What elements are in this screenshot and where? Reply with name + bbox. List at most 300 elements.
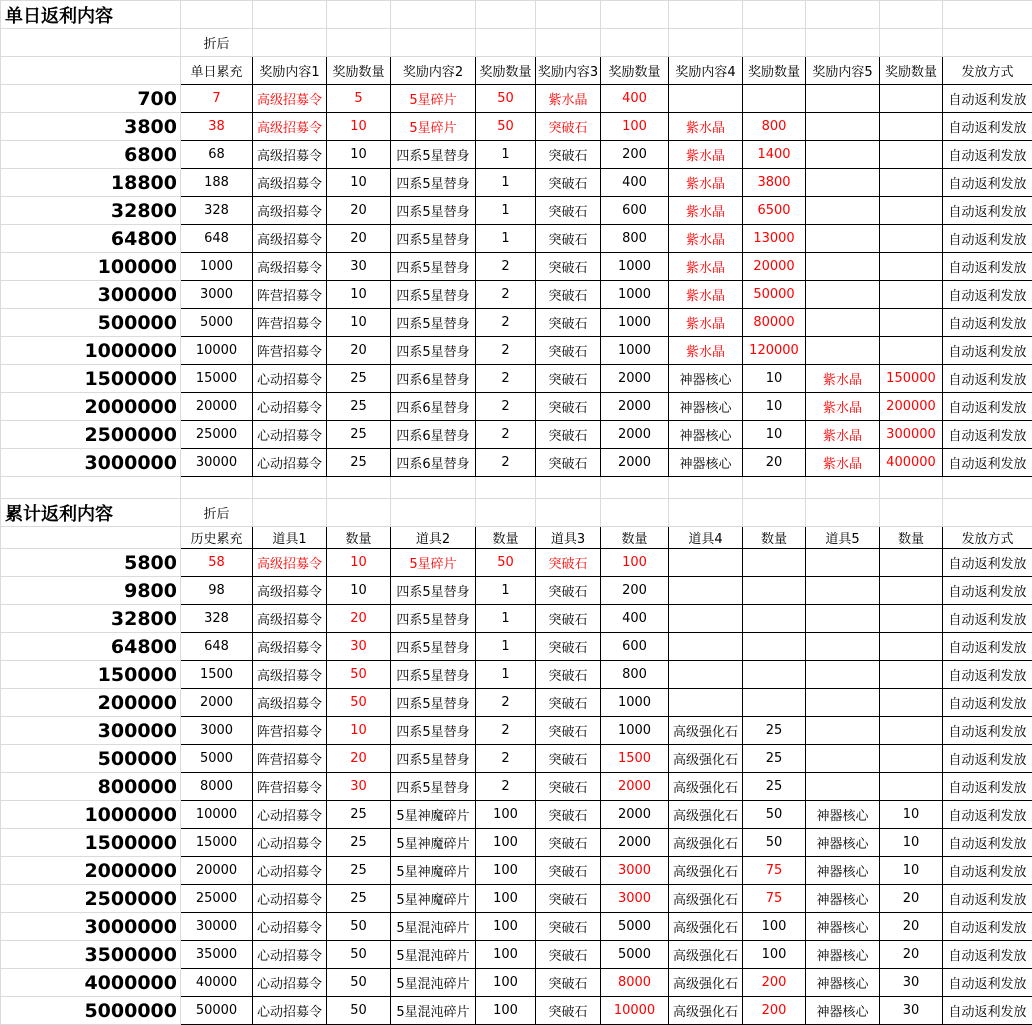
column-header[interactable]: 奖励内容1 bbox=[253, 57, 327, 85]
empty-cell[interactable] bbox=[536, 29, 601, 57]
data-cell[interactable]: 120000 bbox=[743, 337, 806, 365]
column-header[interactable]: 道具4 bbox=[669, 527, 743, 549]
data-cell[interactable]: 神器核心 bbox=[806, 857, 880, 885]
data-cell[interactable]: 2 bbox=[476, 281, 536, 309]
empty-cell[interactable] bbox=[806, 499, 880, 527]
data-cell[interactable]: 1500 bbox=[181, 661, 253, 689]
data-cell[interactable] bbox=[806, 337, 880, 365]
data-cell[interactable]: 自动返利发放 bbox=[943, 169, 1032, 197]
data-cell[interactable]: 高级招募令 bbox=[253, 253, 327, 281]
data-cell[interactable]: 50 bbox=[327, 969, 391, 997]
data-cell[interactable]: 2000 bbox=[601, 421, 669, 449]
data-cell[interactable]: 20 bbox=[880, 885, 943, 913]
data-cell[interactable]: 20000 bbox=[181, 857, 253, 885]
threshold-cell[interactable]: 3500000 bbox=[1, 941, 181, 969]
data-cell[interactable]: 神器核心 bbox=[806, 941, 880, 969]
data-cell[interactable]: 阵营招募令 bbox=[253, 773, 327, 801]
empty-cell[interactable] bbox=[536, 477, 601, 499]
data-cell[interactable]: 200000 bbox=[880, 393, 943, 421]
data-cell[interactable]: 25 bbox=[327, 421, 391, 449]
threshold-cell[interactable]: 64800 bbox=[1, 225, 181, 253]
data-cell[interactable] bbox=[806, 197, 880, 225]
data-cell[interactable]: 紫水晶 bbox=[669, 141, 743, 169]
empty-cell[interactable] bbox=[536, 1, 601, 29]
data-cell[interactable]: 神器核心 bbox=[806, 885, 880, 913]
data-cell[interactable]: 7 bbox=[181, 85, 253, 113]
data-cell[interactable]: 5星混沌碎片 bbox=[391, 913, 476, 941]
data-cell[interactable]: 20 bbox=[880, 941, 943, 969]
data-cell[interactable]: 自动返利发放 bbox=[943, 197, 1032, 225]
data-cell[interactable]: 20 bbox=[743, 449, 806, 477]
empty-cell[interactable] bbox=[601, 477, 669, 499]
data-cell[interactable]: 四系5星替身 bbox=[391, 773, 476, 801]
threshold-cell[interactable]: 9800 bbox=[1, 577, 181, 605]
data-cell[interactable] bbox=[880, 773, 943, 801]
empty-cell[interactable] bbox=[743, 499, 806, 527]
threshold-cell[interactable]: 32800 bbox=[1, 605, 181, 633]
threshold-cell[interactable]: 800000 bbox=[1, 773, 181, 801]
data-cell[interactable]: 2000 bbox=[601, 801, 669, 829]
threshold-cell[interactable]: 200000 bbox=[1, 689, 181, 717]
data-cell[interactable]: 自动返利发放 bbox=[943, 717, 1032, 745]
data-cell[interactable]: 50 bbox=[327, 941, 391, 969]
threshold-cell[interactable]: 5800 bbox=[1, 549, 181, 577]
data-cell[interactable]: 150000 bbox=[880, 365, 943, 393]
data-cell[interactable]: 10 bbox=[327, 309, 391, 337]
empty-cell[interactable] bbox=[476, 1, 536, 29]
data-cell[interactable]: 20000 bbox=[181, 393, 253, 421]
empty-cell[interactable] bbox=[743, 1, 806, 29]
threshold-cell[interactable]: 3000000 bbox=[1, 449, 181, 477]
data-cell[interactable] bbox=[806, 661, 880, 689]
empty-cell[interactable] bbox=[806, 477, 880, 499]
data-cell[interactable] bbox=[806, 141, 880, 169]
data-cell[interactable]: 紫水晶 bbox=[669, 253, 743, 281]
data-cell[interactable] bbox=[743, 85, 806, 113]
data-cell[interactable]: 75 bbox=[743, 857, 806, 885]
data-cell[interactable]: 1000 bbox=[601, 689, 669, 717]
data-cell[interactable] bbox=[806, 633, 880, 661]
data-cell[interactable]: 突破石 bbox=[536, 141, 601, 169]
data-cell[interactable]: 阵营招募令 bbox=[253, 337, 327, 365]
data-cell[interactable]: 25 bbox=[327, 885, 391, 913]
data-cell[interactable]: 100 bbox=[476, 801, 536, 829]
data-cell[interactable]: 25 bbox=[327, 829, 391, 857]
data-cell[interactable]: 5星神魔碎片 bbox=[391, 885, 476, 913]
data-cell[interactable]: 8000 bbox=[181, 773, 253, 801]
data-cell[interactable]: 紫水晶 bbox=[669, 169, 743, 197]
data-cell[interactable]: 突破石 bbox=[536, 745, 601, 773]
data-cell[interactable]: 1 bbox=[476, 661, 536, 689]
data-cell[interactable]: 四系5星替身 bbox=[391, 577, 476, 605]
empty-cell[interactable] bbox=[536, 499, 601, 527]
data-cell[interactable]: 10 bbox=[327, 169, 391, 197]
data-cell[interactable]: 高级强化石 bbox=[669, 969, 743, 997]
data-cell[interactable]: 10 bbox=[327, 113, 391, 141]
data-cell[interactable]: 800 bbox=[601, 661, 669, 689]
data-cell[interactable]: 高级招募令 bbox=[253, 113, 327, 141]
column-header[interactable]: 数量 bbox=[601, 527, 669, 549]
data-cell[interactable] bbox=[880, 337, 943, 365]
data-cell[interactable]: 高级招募令 bbox=[253, 85, 327, 113]
data-cell[interactable]: 40000 bbox=[181, 969, 253, 997]
data-cell[interactable]: 四系5星替身 bbox=[391, 225, 476, 253]
data-cell[interactable]: 1 bbox=[476, 633, 536, 661]
data-cell[interactable]: 10 bbox=[327, 717, 391, 745]
data-cell[interactable]: 25 bbox=[327, 449, 391, 477]
data-cell[interactable] bbox=[806, 253, 880, 281]
empty-cell[interactable] bbox=[943, 499, 1032, 527]
data-cell[interactable] bbox=[806, 549, 880, 577]
data-cell[interactable] bbox=[669, 85, 743, 113]
empty-cell[interactable] bbox=[327, 29, 391, 57]
data-cell[interactable]: 神器核心 bbox=[669, 421, 743, 449]
threshold-cell[interactable]: 5000000 bbox=[1, 997, 181, 1025]
data-cell[interactable]: 100 bbox=[476, 913, 536, 941]
data-cell[interactable]: 100 bbox=[476, 829, 536, 857]
data-cell[interactable]: 2000 bbox=[601, 365, 669, 393]
data-cell[interactable]: 高级强化石 bbox=[669, 941, 743, 969]
data-cell[interactable]: 高级强化石 bbox=[669, 773, 743, 801]
data-cell[interactable]: 1500 bbox=[601, 745, 669, 773]
data-cell[interactable] bbox=[669, 577, 743, 605]
data-cell[interactable]: 紫水晶 bbox=[669, 337, 743, 365]
empty-cell[interactable] bbox=[1, 477, 181, 499]
data-cell[interactable]: 400 bbox=[601, 169, 669, 197]
data-cell[interactable]: 四系5星替身 bbox=[391, 717, 476, 745]
column-header[interactable]: 奖励数量 bbox=[601, 57, 669, 85]
data-cell[interactable]: 3000 bbox=[181, 281, 253, 309]
data-cell[interactable] bbox=[806, 689, 880, 717]
data-cell[interactable]: 10 bbox=[743, 393, 806, 421]
data-cell[interactable]: 阵营招募令 bbox=[253, 281, 327, 309]
data-cell[interactable]: 突破石 bbox=[536, 857, 601, 885]
data-cell[interactable]: 328 bbox=[181, 605, 253, 633]
data-cell[interactable]: 200 bbox=[743, 997, 806, 1025]
column-header[interactable]: 道具5 bbox=[806, 527, 880, 549]
data-cell[interactable] bbox=[880, 281, 943, 309]
data-cell[interactable] bbox=[743, 633, 806, 661]
data-cell[interactable]: 高级招募令 bbox=[253, 549, 327, 577]
data-cell[interactable]: 5000 bbox=[181, 745, 253, 773]
data-cell[interactable]: 神器核心 bbox=[669, 365, 743, 393]
data-cell[interactable]: 3000 bbox=[181, 717, 253, 745]
empty-cell[interactable] bbox=[669, 477, 743, 499]
data-cell[interactable]: 50 bbox=[476, 85, 536, 113]
threshold-cell[interactable]: 3800 bbox=[1, 113, 181, 141]
data-cell[interactable]: 心动招募令 bbox=[253, 421, 327, 449]
empty-cell[interactable] bbox=[391, 499, 476, 527]
data-cell[interactable]: 2 bbox=[476, 689, 536, 717]
data-cell[interactable]: 神器核心 bbox=[806, 829, 880, 857]
data-cell[interactable]: 30 bbox=[880, 997, 943, 1025]
data-cell[interactable]: 高级强化石 bbox=[669, 997, 743, 1025]
data-cell[interactable]: 188 bbox=[181, 169, 253, 197]
threshold-cell[interactable]: 500000 bbox=[1, 745, 181, 773]
data-cell[interactable]: 2 bbox=[476, 773, 536, 801]
data-cell[interactable]: 自动返利发放 bbox=[943, 309, 1032, 337]
data-cell[interactable]: 自动返利发放 bbox=[943, 281, 1032, 309]
data-cell[interactable]: 1 bbox=[476, 605, 536, 633]
data-cell[interactable]: 50 bbox=[743, 801, 806, 829]
data-cell[interactable]: 100 bbox=[476, 885, 536, 913]
data-cell[interactable]: 800 bbox=[601, 225, 669, 253]
data-cell[interactable]: 50 bbox=[476, 549, 536, 577]
data-cell[interactable]: 50 bbox=[327, 913, 391, 941]
threshold-cell[interactable]: 2500000 bbox=[1, 421, 181, 449]
data-cell[interactable]: 80000 bbox=[743, 309, 806, 337]
data-cell[interactable]: 10 bbox=[327, 141, 391, 169]
empty-cell[interactable] bbox=[601, 1, 669, 29]
data-cell[interactable]: 600 bbox=[601, 197, 669, 225]
data-cell[interactable]: 1000 bbox=[601, 281, 669, 309]
threshold-cell[interactable]: 2000000 bbox=[1, 857, 181, 885]
data-cell[interactable]: 自动返利发放 bbox=[943, 885, 1032, 913]
data-cell[interactable]: 30 bbox=[327, 633, 391, 661]
data-cell[interactable] bbox=[806, 577, 880, 605]
column-header[interactable]: 数量 bbox=[476, 527, 536, 549]
data-cell[interactable]: 10 bbox=[880, 801, 943, 829]
data-cell[interactable]: 突破石 bbox=[536, 605, 601, 633]
data-cell[interactable] bbox=[806, 225, 880, 253]
data-cell[interactable]: 1000 bbox=[601, 309, 669, 337]
data-cell[interactable]: 20 bbox=[327, 225, 391, 253]
data-cell[interactable]: 突破石 bbox=[536, 225, 601, 253]
data-cell[interactable]: 四系5星替身 bbox=[391, 337, 476, 365]
empty-cell[interactable] bbox=[743, 477, 806, 499]
data-cell[interactable]: 30000 bbox=[181, 449, 253, 477]
data-cell[interactable]: 328 bbox=[181, 197, 253, 225]
empty-cell[interactable] bbox=[327, 499, 391, 527]
data-cell[interactable]: 50000 bbox=[181, 997, 253, 1025]
data-cell[interactable]: 自动返利发放 bbox=[943, 337, 1032, 365]
data-cell[interactable] bbox=[806, 773, 880, 801]
data-cell[interactable]: 突破石 bbox=[536, 113, 601, 141]
data-cell[interactable]: 高级招募令 bbox=[253, 633, 327, 661]
data-cell[interactable]: 四系5星替身 bbox=[391, 197, 476, 225]
data-cell[interactable]: 100 bbox=[601, 113, 669, 141]
empty-cell[interactable] bbox=[943, 477, 1032, 499]
data-cell[interactable]: 突破石 bbox=[536, 337, 601, 365]
data-cell[interactable]: 自动返利发放 bbox=[943, 773, 1032, 801]
data-cell[interactable]: 800 bbox=[743, 113, 806, 141]
empty-cell[interactable] bbox=[743, 29, 806, 57]
data-cell[interactable]: 紫水晶 bbox=[806, 421, 880, 449]
threshold-cell[interactable]: 1500000 bbox=[1, 829, 181, 857]
data-cell[interactable]: 2 bbox=[476, 337, 536, 365]
data-cell[interactable]: 25000 bbox=[181, 421, 253, 449]
column-header[interactable]: 奖励数量 bbox=[476, 57, 536, 85]
data-cell[interactable] bbox=[669, 661, 743, 689]
empty-cell[interactable] bbox=[181, 477, 253, 499]
column-header[interactable]: 数量 bbox=[327, 527, 391, 549]
data-cell[interactable]: 1 bbox=[476, 169, 536, 197]
data-cell[interactable]: 648 bbox=[181, 633, 253, 661]
data-cell[interactable]: 10 bbox=[327, 281, 391, 309]
data-cell[interactable]: 20000 bbox=[743, 253, 806, 281]
data-cell[interactable]: 突破石 bbox=[536, 829, 601, 857]
data-cell[interactable]: 突破石 bbox=[536, 449, 601, 477]
data-cell[interactable]: 突破石 bbox=[536, 633, 601, 661]
data-cell[interactable]: 1 bbox=[476, 197, 536, 225]
data-cell[interactable]: 50000 bbox=[743, 281, 806, 309]
data-cell[interactable]: 高级强化石 bbox=[669, 745, 743, 773]
empty-cell[interactable] bbox=[1, 57, 181, 85]
data-cell[interactable]: 阵营招募令 bbox=[253, 745, 327, 773]
data-cell[interactable] bbox=[880, 717, 943, 745]
data-cell[interactable]: 四系5星替身 bbox=[391, 253, 476, 281]
data-cell[interactable]: 20 bbox=[327, 197, 391, 225]
data-cell[interactable]: 突破石 bbox=[536, 197, 601, 225]
data-cell[interactable] bbox=[806, 309, 880, 337]
data-cell[interactable]: 高级强化石 bbox=[669, 857, 743, 885]
data-cell[interactable] bbox=[880, 309, 943, 337]
data-cell[interactable]: 自动返利发放 bbox=[943, 605, 1032, 633]
column-header[interactable]: 道具2 bbox=[391, 527, 476, 549]
data-cell[interactable] bbox=[880, 745, 943, 773]
data-cell[interactable]: 2 bbox=[476, 365, 536, 393]
data-cell[interactable]: 25000 bbox=[181, 885, 253, 913]
data-cell[interactable]: 1000 bbox=[601, 337, 669, 365]
data-cell[interactable]: 1000 bbox=[601, 253, 669, 281]
data-cell[interactable] bbox=[743, 577, 806, 605]
data-cell[interactable]: 自动返利发放 bbox=[943, 997, 1032, 1025]
data-cell[interactable]: 突破石 bbox=[536, 969, 601, 997]
threshold-cell[interactable]: 4000000 bbox=[1, 969, 181, 997]
column-header[interactable]: 道具1 bbox=[253, 527, 327, 549]
data-cell[interactable]: 15000 bbox=[181, 365, 253, 393]
data-cell[interactable]: 200 bbox=[601, 141, 669, 169]
data-cell[interactable]: 98 bbox=[181, 577, 253, 605]
data-cell[interactable]: 1400 bbox=[743, 141, 806, 169]
data-cell[interactable]: 5星混沌碎片 bbox=[391, 969, 476, 997]
data-cell[interactable]: 自动返利发放 bbox=[943, 393, 1032, 421]
empty-cell[interactable] bbox=[476, 499, 536, 527]
data-cell[interactable]: 100 bbox=[601, 549, 669, 577]
data-cell[interactable]: 紫水晶 bbox=[806, 365, 880, 393]
data-cell[interactable]: 紫水晶 bbox=[669, 197, 743, 225]
data-cell[interactable]: 心动招募令 bbox=[253, 365, 327, 393]
data-cell[interactable]: 突破石 bbox=[536, 997, 601, 1025]
data-cell[interactable]: 10 bbox=[327, 577, 391, 605]
empty-cell[interactable] bbox=[391, 1, 476, 29]
column-header[interactable]: 发放方式 bbox=[943, 57, 1032, 85]
data-cell[interactable]: 1000 bbox=[181, 253, 253, 281]
empty-cell[interactable] bbox=[601, 29, 669, 57]
data-cell[interactable]: 30 bbox=[327, 773, 391, 801]
data-cell[interactable]: 2 bbox=[476, 745, 536, 773]
threshold-cell[interactable]: 2500000 bbox=[1, 885, 181, 913]
empty-cell[interactable] bbox=[880, 1, 943, 29]
data-cell[interactable]: 5 bbox=[327, 85, 391, 113]
data-cell[interactable]: 200 bbox=[601, 577, 669, 605]
data-cell[interactable]: 自动返利发放 bbox=[943, 661, 1032, 689]
data-cell[interactable]: 648 bbox=[181, 225, 253, 253]
column-header[interactable]: 数量 bbox=[743, 527, 806, 549]
data-cell[interactable]: 心动招募令 bbox=[253, 913, 327, 941]
empty-cell[interactable] bbox=[943, 29, 1032, 57]
threshold-cell[interactable]: 1000000 bbox=[1, 801, 181, 829]
data-cell[interactable] bbox=[880, 169, 943, 197]
threshold-cell[interactable]: 150000 bbox=[1, 661, 181, 689]
data-cell[interactable] bbox=[743, 689, 806, 717]
data-cell[interactable]: 10000 bbox=[181, 337, 253, 365]
data-cell[interactable]: 自动返利发放 bbox=[943, 449, 1032, 477]
data-cell[interactable]: 15000 bbox=[181, 829, 253, 857]
data-cell[interactable]: 2 bbox=[476, 253, 536, 281]
data-cell[interactable]: 2 bbox=[476, 309, 536, 337]
data-cell[interactable]: 5星碎片 bbox=[391, 549, 476, 577]
empty-cell[interactable] bbox=[476, 29, 536, 57]
data-cell[interactable]: 自动返利发放 bbox=[943, 941, 1032, 969]
data-cell[interactable]: 高级招募令 bbox=[253, 197, 327, 225]
data-cell[interactable]: 四系5星替身 bbox=[391, 141, 476, 169]
threshold-cell[interactable]: 64800 bbox=[1, 633, 181, 661]
data-cell[interactable]: 30000 bbox=[181, 913, 253, 941]
data-cell[interactable]: 心动招募令 bbox=[253, 829, 327, 857]
data-cell[interactable]: 5000 bbox=[601, 913, 669, 941]
data-cell[interactable]: 2000 bbox=[181, 689, 253, 717]
threshold-cell[interactable]: 500000 bbox=[1, 309, 181, 337]
data-cell[interactable]: 紫水晶 bbox=[669, 281, 743, 309]
data-cell[interactable]: 神器核心 bbox=[806, 913, 880, 941]
threshold-cell[interactable]: 700 bbox=[1, 85, 181, 113]
data-cell[interactable] bbox=[743, 549, 806, 577]
data-cell[interactable]: 突破石 bbox=[536, 661, 601, 689]
data-cell[interactable]: 自动返利发放 bbox=[943, 745, 1032, 773]
column-header[interactable]: 奖励内容5 bbox=[806, 57, 880, 85]
empty-cell[interactable] bbox=[943, 1, 1032, 29]
empty-cell[interactable] bbox=[181, 1, 253, 29]
data-cell[interactable]: 高级强化石 bbox=[669, 829, 743, 857]
data-cell[interactable]: 四系5星替身 bbox=[391, 309, 476, 337]
data-cell[interactable]: 1 bbox=[476, 141, 536, 169]
data-cell[interactable]: 心动招募令 bbox=[253, 969, 327, 997]
data-cell[interactable]: 突破石 bbox=[536, 421, 601, 449]
data-cell[interactable]: 68 bbox=[181, 141, 253, 169]
data-cell[interactable]: 心动招募令 bbox=[253, 449, 327, 477]
data-cell[interactable]: 突破石 bbox=[536, 549, 601, 577]
data-cell[interactable]: 5星混沌碎片 bbox=[391, 997, 476, 1025]
data-cell[interactable]: 10000 bbox=[181, 801, 253, 829]
data-cell[interactable]: 高级招募令 bbox=[253, 605, 327, 633]
data-cell[interactable]: 2 bbox=[476, 393, 536, 421]
empty-cell[interactable] bbox=[601, 499, 669, 527]
data-cell[interactable]: 心动招募令 bbox=[253, 941, 327, 969]
data-cell[interactable]: 高级招募令 bbox=[253, 141, 327, 169]
data-cell[interactable] bbox=[880, 113, 943, 141]
data-cell[interactable]: 自动返利发放 bbox=[943, 857, 1032, 885]
data-cell[interactable]: 自动返利发放 bbox=[943, 253, 1032, 281]
column-header[interactable]: 历史累充 bbox=[181, 527, 253, 549]
data-cell[interactable]: 400 bbox=[601, 85, 669, 113]
data-cell[interactable] bbox=[669, 549, 743, 577]
data-cell[interactable]: 四系5星替身 bbox=[391, 605, 476, 633]
threshold-cell[interactable]: 32800 bbox=[1, 197, 181, 225]
column-header[interactable]: 发放方式 bbox=[943, 527, 1032, 549]
data-cell[interactable]: 50 bbox=[327, 997, 391, 1025]
data-cell[interactable]: 紫水晶 bbox=[806, 393, 880, 421]
data-cell[interactable]: 2000 bbox=[601, 829, 669, 857]
data-cell[interactable]: 高级招募令 bbox=[253, 169, 327, 197]
data-cell[interactable] bbox=[806, 113, 880, 141]
data-cell[interactable]: 自动返利发放 bbox=[943, 549, 1032, 577]
data-cell[interactable]: 突破石 bbox=[536, 941, 601, 969]
data-cell[interactable]: 25 bbox=[327, 393, 391, 421]
data-cell[interactable]: 25 bbox=[743, 773, 806, 801]
data-cell[interactable]: 神器核心 bbox=[806, 801, 880, 829]
data-cell[interactable]: 紫水晶 bbox=[669, 309, 743, 337]
